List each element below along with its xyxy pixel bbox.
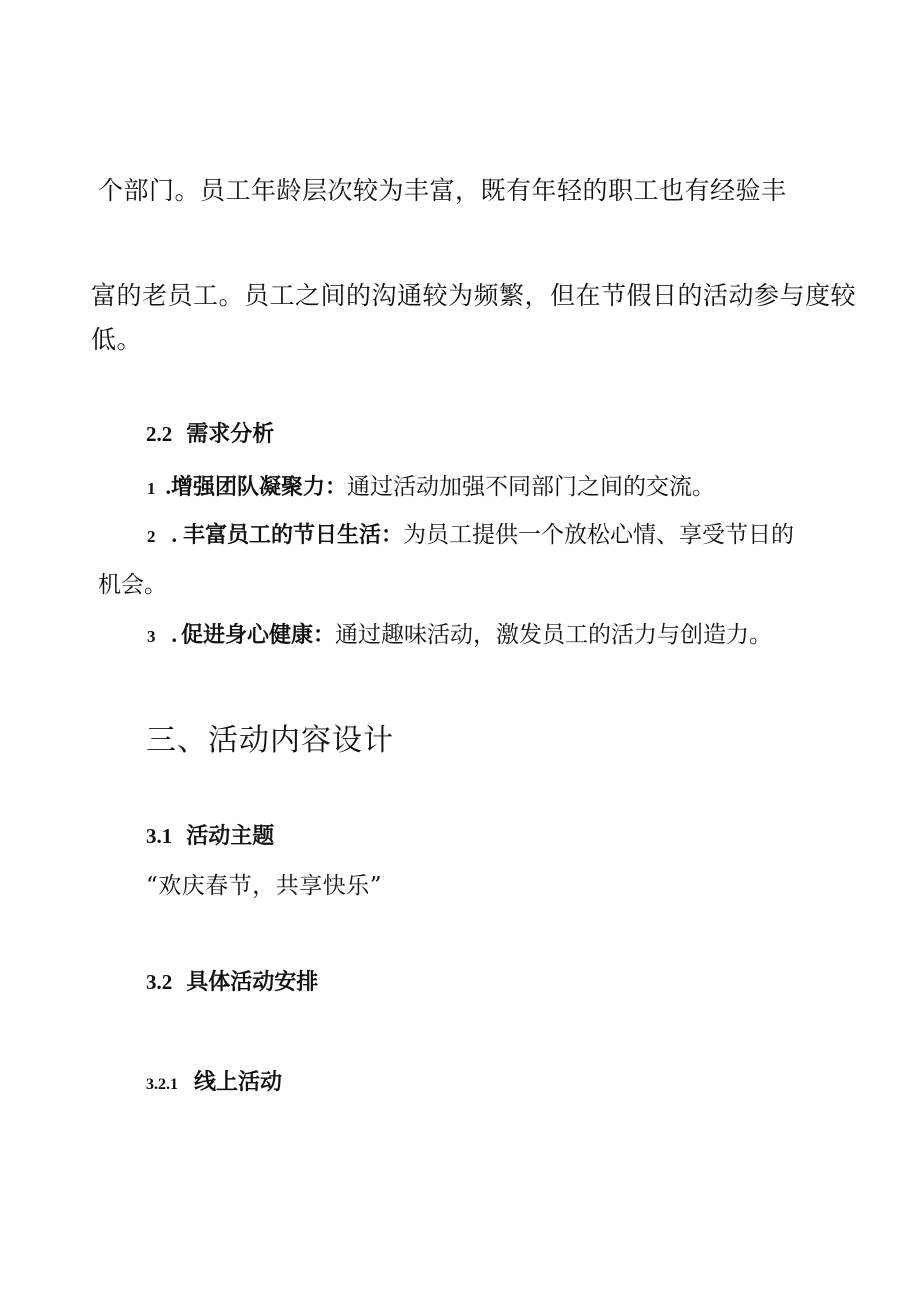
list-item-2 (147, 522, 794, 547)
list-item-1-text: 通过活动加强不同部门之间的交流。 (347, 474, 716, 500)
heading-3-1-title: 活动主题 (186, 824, 275, 849)
list-item-2-lead: 丰富员工的节日生活： (183, 523, 404, 548)
paragraph-line-3: 低。 (91, 325, 143, 354)
list-item-3-lead: 促进身心健康： (181, 623, 336, 648)
list-item-2-continuation (98, 572, 167, 597)
heading-3-2-1-number: 3.2.1 (146, 1076, 178, 1093)
heading-3-1-number: 3.1 (146, 824, 173, 848)
chapter-3-title: 三、活动内容设计 (146, 723, 394, 758)
list-item-2-continuation-text: 机会。 (98, 572, 167, 598)
heading-3-1 (146, 826, 274, 848)
list-item-2-text: 为员工提供一个放松心情、享受节日的 (403, 522, 795, 548)
list-item-1-index: 1 (147, 479, 156, 498)
list-item-3-text: 通过趣味活动，激发员工的活力与创造力。 (335, 622, 773, 648)
list-item-1 (147, 474, 715, 499)
list-item-2-index: 2 (147, 527, 156, 546)
list-item-1-dot: . (165, 474, 171, 499)
paragraph-line-1: 个部门。员工年龄层次较为丰富，既有年轻的职工也有经验丰 (98, 176, 787, 205)
list-item-3-index: 3 (147, 627, 156, 646)
list-item-2-dot: . (171, 522, 177, 547)
heading-2-2-number: 2.2 (146, 422, 173, 446)
heading-3-2-1 (146, 1072, 282, 1094)
heading-3-2-title: 具体活动安排 (186, 970, 319, 995)
heading-3-2 (146, 972, 318, 994)
heading-2-2-title: 需求分析 (186, 422, 275, 447)
paragraph-line-2: 富的老员工。员工之间的沟通较为频繁，但在节假日的活动参与度较 (91, 281, 857, 310)
list-item-3 (147, 622, 772, 647)
list-item-1-lead: 增强团队凝聚力： (171, 475, 348, 500)
heading-3-2-number: 3.2 (146, 970, 173, 994)
activity-theme: “欢庆春节，共享快乐” (146, 873, 383, 899)
list-item-3-dot: . (171, 622, 177, 647)
heading-3-2-1-title: 线上活动 (194, 1070, 283, 1095)
heading-2-2 (146, 424, 274, 446)
